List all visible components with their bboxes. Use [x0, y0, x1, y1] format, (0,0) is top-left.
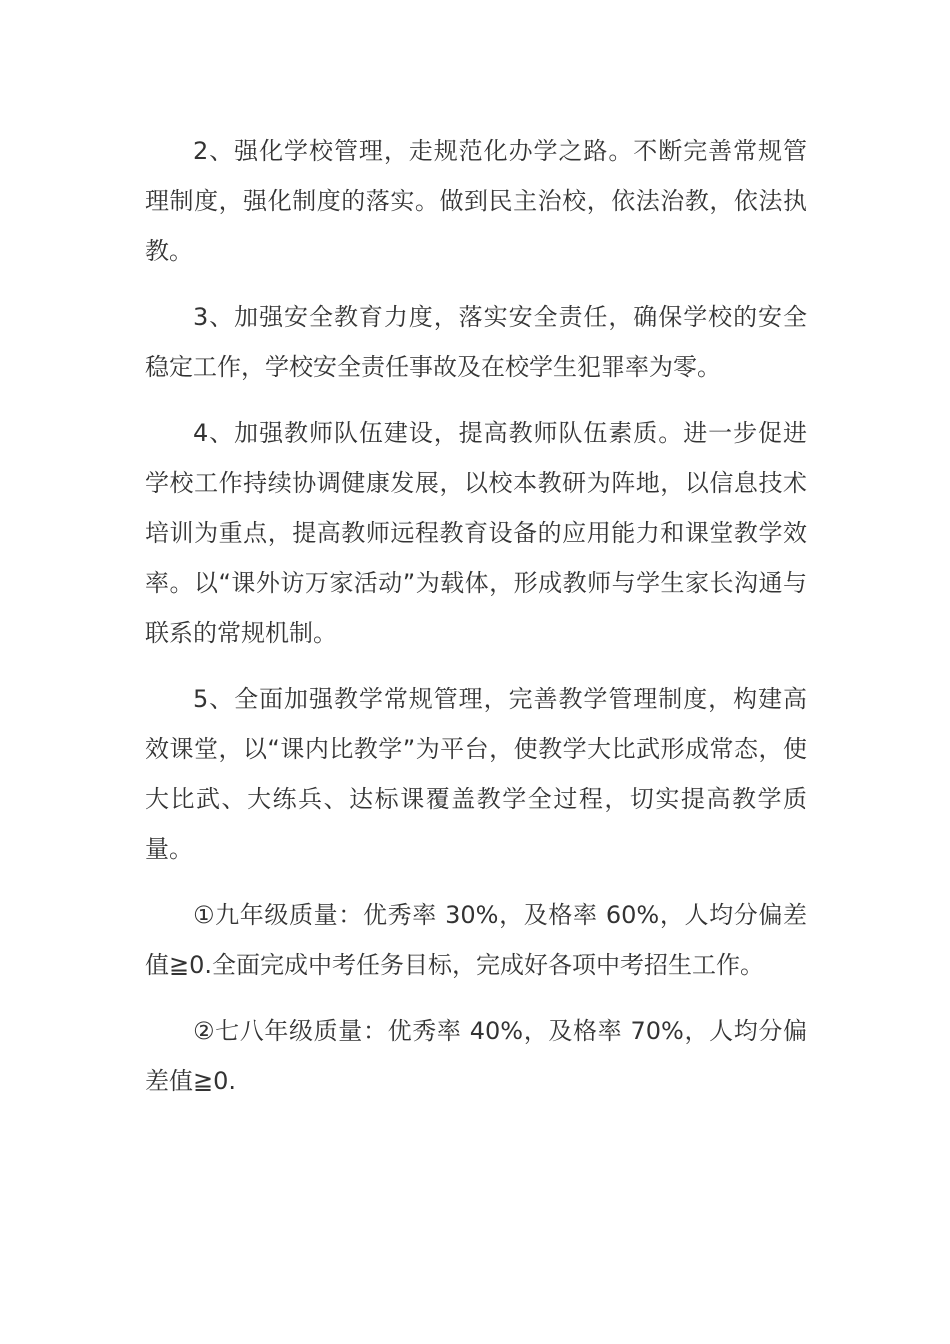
- document-body: [145, 126, 807, 1122]
- paragraph-grade-seven-eight-quality: ②七八年级质量：优秀率 40%，及格率 70%，人均分偏差值≧0.: [145, 1017, 807, 1095]
- paragraph-safety-education: 3、加强安全教育力度，落实安全责任，确保学校的安全稳定工作，学校安全责任事故及在校学生犯罪率为零。: [145, 303, 807, 381]
- paragraph-grade-nine-quality: ①九年级质量：优秀率 30%，及格率 60%，人均分偏差值≧0.全面完成中考任务目标，完成好各项中考招生工作。: [145, 901, 807, 979]
- paragraph-school-management: 2、强化学校管理，走规范化办学之路。不断完善常规管理制度，强化制度的落实。做到民主治校，依法治教，依法执教。: [145, 137, 807, 265]
- paragraph-teacher-team: 4、加强教师队伍建设，提高教师队伍素质。进一步促进学校工作持续协调健康发展，以校本教研为阵地，以信息技术培训为重点，提高教师远程教育设备的应用能力和课堂教学效率。以“课外访万家活动”为载体，形成教师与学生家长沟通与联系的常规机制。: [145, 419, 807, 647]
- paragraph-teaching-routine: 5、全面加强教学常规管理，完善教学管理制度，构建高效课堂，以“课内比教学”为平台，使教学大比武形成常态，使大比武、大练兵、达标课覆盖教学全过程，切实提高教学质量。: [145, 685, 807, 863]
